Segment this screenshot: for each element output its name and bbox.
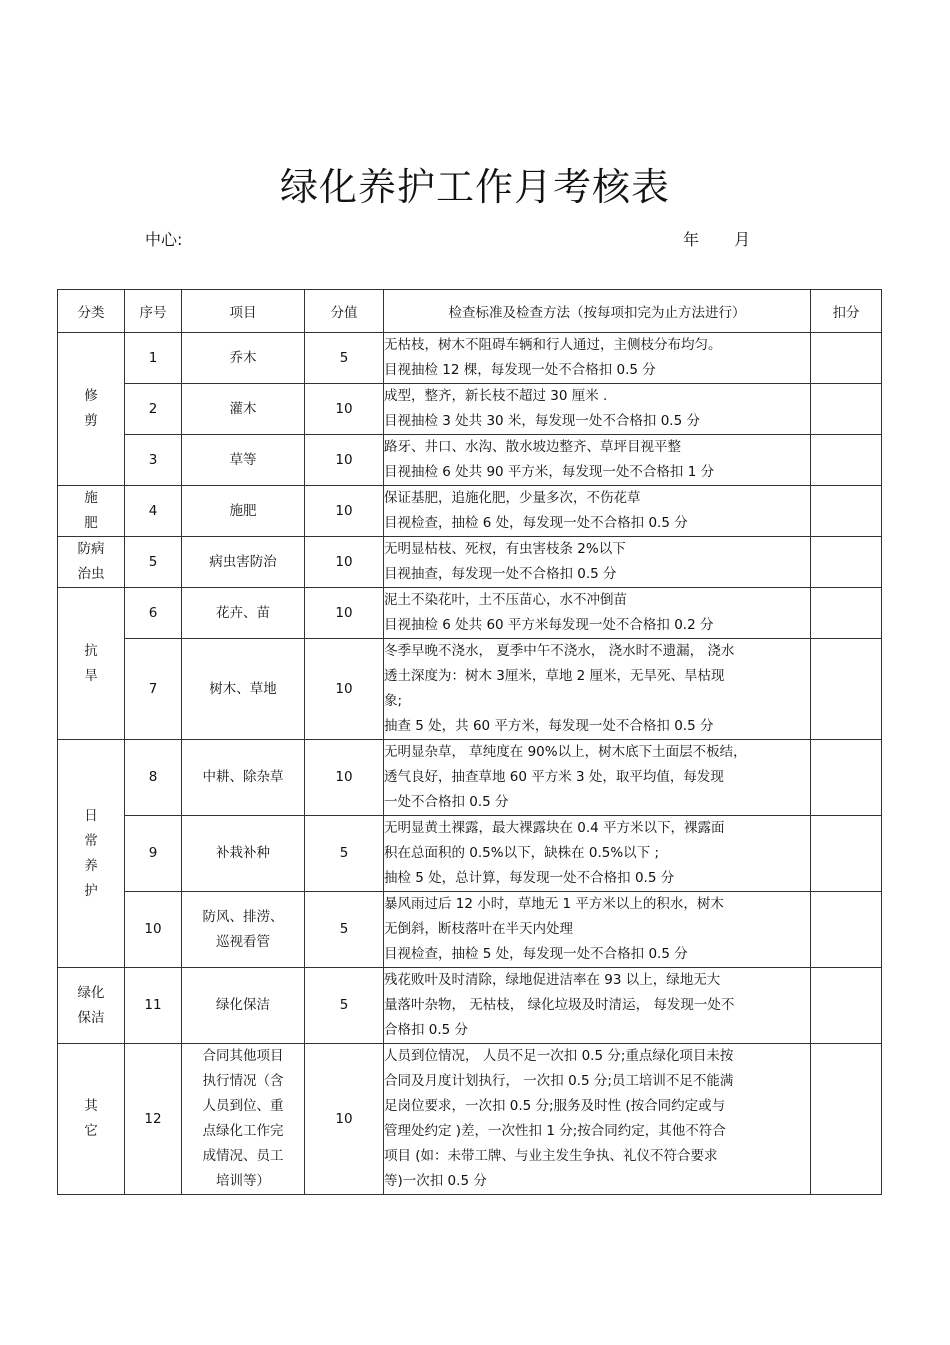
score-cell: 5	[305, 968, 384, 1044]
standard-cell: 成型，整齐，新长枝不超过 30 厘米 . 目视抽检 3 处共 30 米，每发现一处不合格扣 0.5 分	[384, 384, 811, 435]
standard-cell: 无明显枯枝、死杈，有虫害枝条 2%以下 目视抽查，每发现一处不合格扣 0.5 分	[384, 537, 811, 588]
row-number: 10	[125, 892, 182, 968]
standard-cell: 泥土不染花叶，土不压苗心，水不冲倒苗 目视抽检 6 处共 60 平方米每发现一处不合格扣 0.2 分	[384, 588, 811, 639]
deduction-cell[interactable]	[811, 968, 882, 1044]
header-category: 分类	[58, 290, 125, 333]
deduction-cell[interactable]	[811, 333, 882, 384]
row-number: 1	[125, 333, 182, 384]
standard-cell: 人员到位情况， 人员不足一次扣 0.5 分;重点绿化项目未按 合同及月度计划执行， 一次扣 0.5 分;员工培训不足不能满 足岗位要求，一次扣 0.5 分;服务及时性 (按合同约定或与 管理处约定 )差，一次性扣 1 分;按合同约定，其他不符合 项目 (如：未带工牌、与业主发生争执、礼仪不符合要求 等)一次扣 0.5 分	[384, 1044, 811, 1195]
header-deduction: 扣分	[811, 290, 882, 333]
score-cell: 10	[305, 588, 384, 639]
score-cell: 5	[305, 816, 384, 892]
header-row	[58, 290, 882, 333]
table-row	[58, 1044, 882, 1195]
item-cell: 补栽补种	[182, 816, 305, 892]
standard-cell: 路牙、井口、水沟、散水坡边整齐、草坪目视平整 目视抽检 6 处共 90 平方米，每发现一处不合格扣 1 分	[384, 435, 811, 486]
score-cell: 10	[305, 435, 384, 486]
assessment-table	[57, 289, 882, 1195]
deduction-cell[interactable]	[811, 384, 882, 435]
category-cell: 其 它	[58, 1044, 125, 1195]
table-row	[58, 486, 882, 537]
standard-cell: 暴风雨过后 12 小时，草地无 1 平方米以上的积水，树木 无倒斜，断枝落叶在半天内处理 目视检查，抽检 5 处，每发现一处不合格扣 0.5 分	[384, 892, 811, 968]
row-number: 7	[125, 639, 182, 740]
deduction-cell[interactable]	[811, 892, 882, 968]
deduction-cell[interactable]	[811, 1044, 882, 1195]
row-number: 3	[125, 435, 182, 486]
row-number: 12	[125, 1044, 182, 1195]
score-cell: 5	[305, 892, 384, 968]
item-cell: 草等	[182, 435, 305, 486]
header-number: 序号	[125, 290, 182, 333]
item-cell: 绿化保洁	[182, 968, 305, 1044]
score-cell: 10	[305, 537, 384, 588]
standard-cell: 无枯枝，树木不阻碍车辆和行人通过，主侧枝分布均匀。 目视抽检 12 棵，每发现一处不合格扣 0.5 分	[384, 333, 811, 384]
deduction-cell[interactable]	[811, 537, 882, 588]
score-cell: 5	[305, 333, 384, 384]
row-number: 11	[125, 968, 182, 1044]
score-cell: 10	[305, 384, 384, 435]
item-cell: 树木、草地	[182, 639, 305, 740]
row-number: 6	[125, 588, 182, 639]
center-label: 中心:	[145, 230, 183, 249]
table-row	[58, 816, 882, 892]
date-line	[683, 227, 750, 250]
header-item: 项目	[182, 290, 305, 333]
deduction-cell[interactable]	[811, 740, 882, 816]
row-number: 2	[125, 384, 182, 435]
score-cell: 10	[305, 639, 384, 740]
category-cell: 绿化 保洁	[58, 968, 125, 1044]
month-label: 月	[734, 230, 751, 249]
standard-cell: 保证基肥，追施化肥，少量多次，不伤花草 目视检查，抽检 6 处，每发现一处不合格扣 0.5 分	[384, 486, 811, 537]
category-cell: 防病 治虫	[58, 537, 125, 588]
category-cell: 修 剪	[58, 333, 125, 486]
table-row	[58, 968, 882, 1044]
row-number: 8	[125, 740, 182, 816]
table-row	[58, 588, 882, 639]
row-number: 4	[125, 486, 182, 537]
score-cell: 10	[305, 1044, 384, 1195]
item-cell: 中耕、除杂草	[182, 740, 305, 816]
table-row	[58, 384, 882, 435]
score-cell: 10	[305, 740, 384, 816]
standard-cell: 无明显黄土裸露，最大裸露块在 0.4 平方米以下，裸露面 积在总面积的 0.5%以下，缺株在 0.5%以下 ; 抽检 5 处，总计算，每发现一处不合格扣 0.5 分	[384, 816, 811, 892]
deduction-cell[interactable]	[811, 588, 882, 639]
table-row	[58, 639, 882, 740]
item-cell: 合同其他项目 执行情况（含 人员到位、重 点绿化工作完 成情况、员工 培训等）	[182, 1044, 305, 1195]
standard-cell: 残花败叶及时清除，绿地促进洁率在 93 以上，绿地无大 量落叶杂物， 无枯枝， 绿化垃圾及时清运， 每发现一处不 合格扣 0.5 分	[384, 968, 811, 1044]
deduction-cell[interactable]	[811, 639, 882, 740]
item-cell: 防风、排涝、 巡视看管	[182, 892, 305, 968]
item-cell: 病虫害防治	[182, 537, 305, 588]
row-number: 5	[125, 537, 182, 588]
header-standard: 检查标准及检查方法（按每项扣完为止方法进行）	[384, 290, 811, 333]
item-cell: 花卉、苗	[182, 588, 305, 639]
standard-cell: 冬季早晚不浇水， 夏季中午不浇水， 浇水时不遗漏， 浇水 透土深度为：树木 3厘米，草地 2 厘米，无旱死、旱枯现 象; 抽查 5 处，共 60 平方米，每发现一处不合格扣 0.5 分	[384, 639, 811, 740]
category-cell: 日 常 养 护	[58, 740, 125, 968]
table-row	[58, 892, 882, 968]
item-cell: 灌木	[182, 384, 305, 435]
header-score: 分值	[305, 290, 384, 333]
deduction-cell[interactable]	[811, 816, 882, 892]
table-row	[58, 537, 882, 588]
table-row	[58, 333, 882, 384]
year-label: 年	[683, 230, 700, 249]
deduction-cell[interactable]	[811, 435, 882, 486]
item-cell: 乔木	[182, 333, 305, 384]
table-row	[58, 740, 882, 816]
table-row	[58, 435, 882, 486]
row-number: 9	[125, 816, 182, 892]
page-title: 绿化养护工作月考核表	[279, 165, 670, 209]
category-cell: 抗 旱	[58, 588, 125, 740]
score-cell: 10	[305, 486, 384, 537]
item-cell: 施肥	[182, 486, 305, 537]
standard-cell: 无明显杂草， 草纯度在 90%以上，树木底下土面层不板结， 透气良好，抽查草地 60 平方米 3 处，取平均值，每发现 一处不合格扣 0.5 分	[384, 740, 811, 816]
category-cell: 施 肥	[58, 486, 125, 537]
deduction-cell[interactable]	[811, 486, 882, 537]
